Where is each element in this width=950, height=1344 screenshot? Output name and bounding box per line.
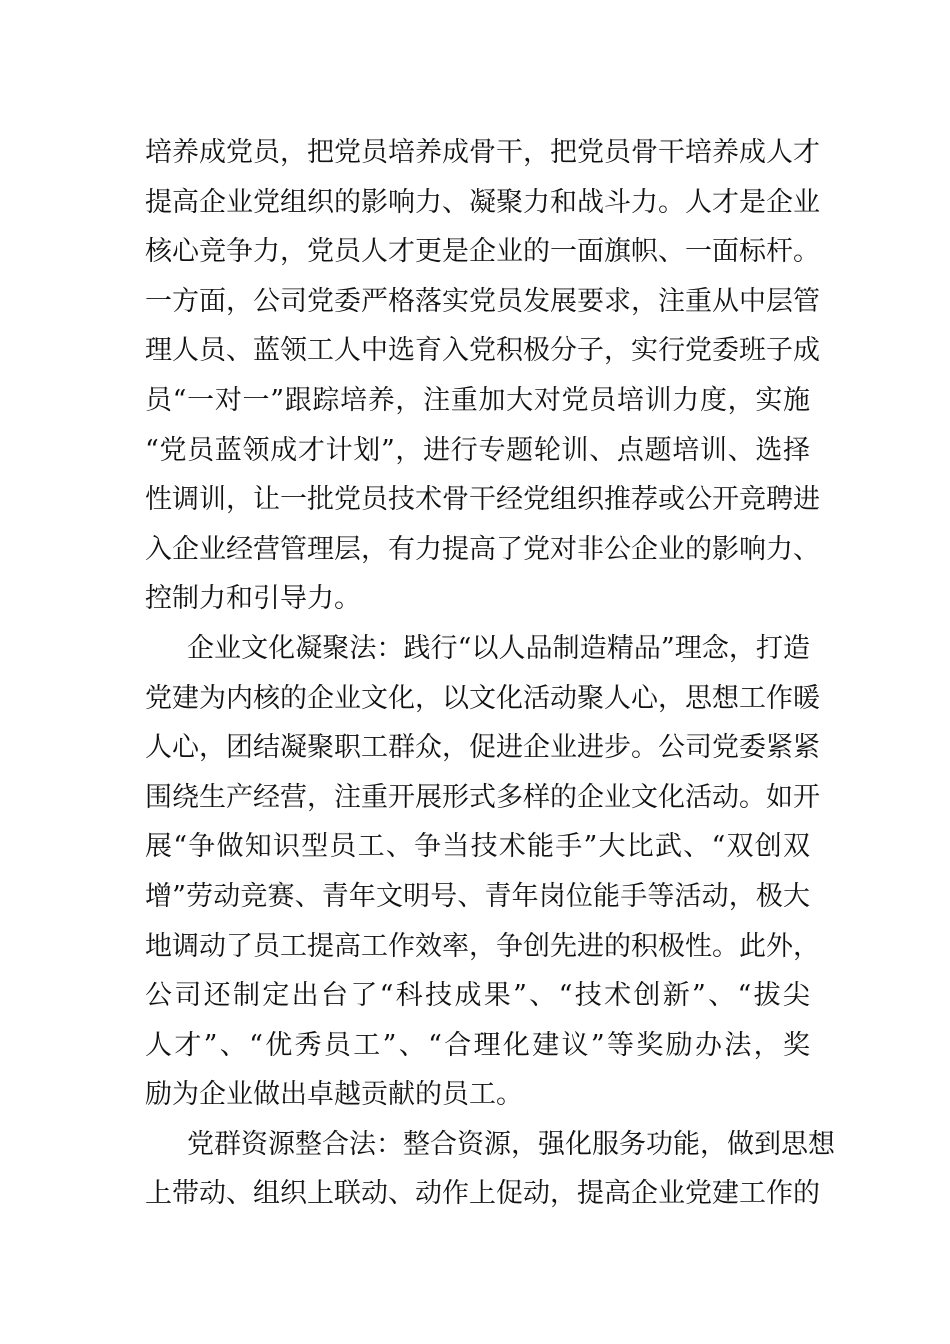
text-line: 励为企业做出卓越贡献的员工。 <box>145 1079 523 1111</box>
text-line: 上带动、组织上联动、动作上促动，提高企业党建工作的 <box>145 1178 820 1210</box>
text-line: 围绕生产经营，注重开展形式多样的企业文化活动。如开 <box>145 781 820 813</box>
text-line: 培养成党员，把党员培养成骨干，把党员骨干培养成人才 <box>145 137 820 168</box>
paragraph-first-line: 党群资源整合法：整合资源，强化服务功能，做到思想 <box>187 1128 835 1160</box>
text-line: 增”劳动竞赛、青年文明号、青年岗位能手等活动，极大 <box>145 880 810 912</box>
text-line: 人心，团结凝聚职工群众，促进企业进步。公司党委紧紧 <box>145 732 820 764</box>
text-line: 公司还制定出台了“科技成果”、“技术创新”、“拔尖 <box>145 980 810 1012</box>
text-line: 一方面，公司党委严格落实党员发展要求，注重从中层管 <box>145 285 820 317</box>
paragraph-first-line: 企业文化凝聚法：践行“以人品制造精品”理念，打造 <box>187 632 810 664</box>
text-line: 性调训，让一批党员技术骨干经党组织推荐或公开竞聘进 <box>145 484 820 516</box>
text-line: 地调动了员工提高工作效率，争创先进的积极性。此外， <box>145 930 820 962</box>
text-line: 核心竞争力，党员人才更是企业的一面旗帜、一面标杆。 <box>145 236 820 268</box>
text-line: 人才”、“优秀员工”、“合理化建议”等奖励办法，奖 <box>145 1029 810 1061</box>
text-line: 提高企业党组织的影响力、凝聚力和战斗力。人才是企业 <box>145 186 820 218</box>
text-line: 入企业经营管理层，有力提高了党对非公企业的影响力、 <box>145 533 820 565</box>
text-line: 展“争做知识型员工、争当技术能手”大比武、“双创双 <box>145 831 810 863</box>
text-line: 控制力和引导力。 <box>145 583 361 615</box>
text-line: “党员蓝领成才计划”，进行专题轮训、点题培训、选择 <box>145 434 810 466</box>
text-line: 理人员、蓝领工人中选育入党积极分子，实行党委班子成 <box>145 335 820 367</box>
text-line: 党建为内核的企业文化，以文化活动聚人心，思想工作暖 <box>145 682 820 714</box>
document-body <box>145 128 835 1219</box>
text-line: 员“一对一”跟踪培养，注重加大对党员培训力度，实施 <box>145 384 810 416</box>
